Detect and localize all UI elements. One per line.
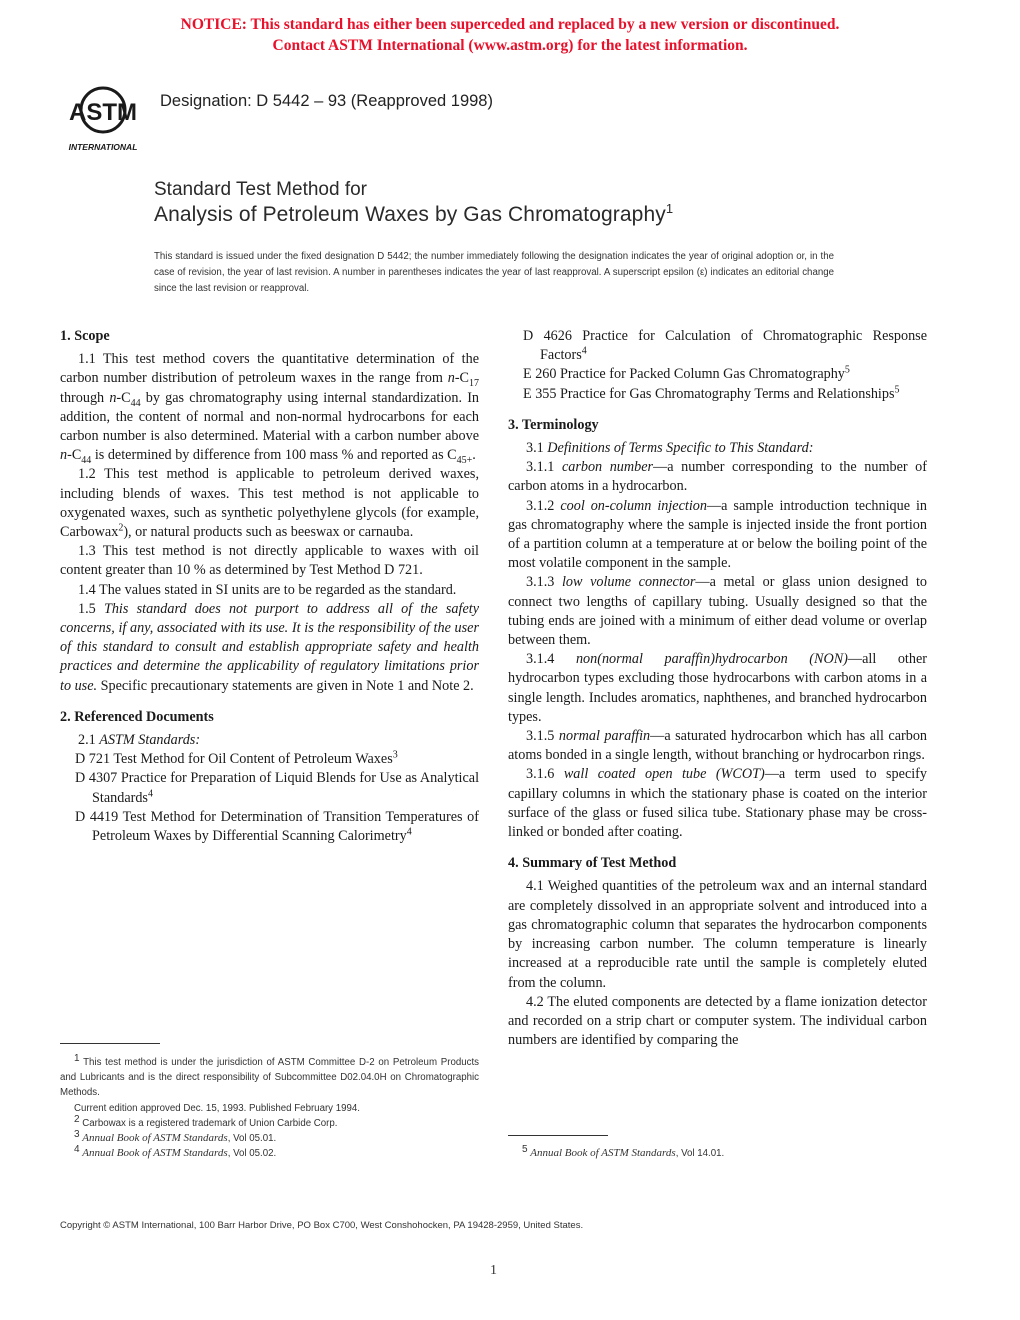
footnote-5-vol: , Vol 14.01. [675,1148,725,1159]
n-prefix: n [109,389,117,406]
footnote-3 [60,1128,479,1146]
scope-p5-rest: Specific precautionary statements are given in Note 1 and Note 2. [100,677,474,694]
c-label: -C [116,389,131,406]
title-line-2: Analysis of Petroleum Waxes by Gas Chromatography [154,203,666,226]
def-text: —a metal or glass union designed to connect two lengths of capillary tubing. Usually designed so that the tubing ends are joined with a minimum of either dead volume or overlap between them. [508,574,927,649]
def-text: —a sample introduction technique in gas chromatography where the sample is injected inside the front portion of a partition column at a temperature at or below the boiling point of the most volatile component in the sample. [508,497,927,572]
scope-p1-text-a: 1.1 This test method covers the quantitative determination of the carbon number distribution of petroleum waxes in the range from [60,351,479,387]
scope-p1 [60,350,479,465]
terminology-sub [508,439,927,458]
footnote-1-text: This test method is under the jurisdiction of ASTM Committee D-2 on Petroleum Products and Lubricants and is the direct responsibility of Subcommittee D02.04.0H on Chromatographic Methods. [60,1057,479,1099]
def-term: normal paraffin [558,728,651,745]
scope-p4: 1.4 The values stated in SI units are to be regarded as the standard. [78,581,457,598]
footnote-divider-right [508,1135,608,1136]
scope-p5-num: 1.5 [78,600,96,617]
fn-marker: 5 [894,383,900,395]
definition-item [508,765,927,842]
ref-list-right [508,327,927,404]
ref-code: E 355 [523,385,557,402]
footnote-3-title: Annual Book of ASTM Standards [82,1132,228,1145]
def-term: non(normal paraffin)hydrocarbon (NON) [575,651,848,668]
list-item [75,769,479,807]
fn-marker: 4 [581,345,587,357]
scope-p1-text-c: is determined by difference from 100 mass % and reported as C [94,447,457,464]
notice-banner [0,14,1020,56]
n-prefix: n [60,447,68,464]
footnote-5-title: Annual Book of ASTM Standards [530,1147,676,1159]
scope-p5-italic: This standard does not purport to address all of the safety concerns, if any, associated with its use. It is the responsibility of the user of this standard to consult and establish appropriate safety and health practices and determine the applicability of regulatory limitations prior to use. [60,600,479,694]
def-term: carbon number [561,459,654,476]
referenced-sub [60,731,479,750]
page-title [154,178,673,228]
scope-p5 [60,600,479,696]
footnote-divider-left [60,1043,160,1044]
fn-marker: 5 [844,364,850,376]
ref-text: Practice for Preparation of Liquid Blends for Use as Analytical Standards [92,770,480,806]
footnote-5 [508,1143,927,1161]
footnote-4-vol: , Vol 05.02. [227,1148,277,1160]
title-fn-marker: 1 [665,201,674,216]
ref-text: Practice for Packed Column Gas Chromatography [560,366,845,383]
list-item [75,808,479,846]
summary-heading: 4. Summary of Test Method [508,855,677,872]
fn-marker: 3 [74,1128,80,1140]
ref-code: E 260 [523,366,557,383]
ref-text: Test Method for Determination of Transition Temperatures of Petroleum Waxes by Differential Scanning Calorimetry [92,808,479,845]
c-sub: 44 [81,455,92,467]
ref-code: D 4419 [75,808,119,825]
designation: Designation: D 5442 – 93 (Reapproved 1998) [160,92,493,110]
fn-marker: 2 [74,1113,80,1125]
scope-p3: 1.3 This test method is not directly applicable to waxes with oil content greater than 10 % as determined by Test Method D 721. [60,543,479,579]
def-num: 3.1.4 [526,651,555,668]
definition-item [508,650,927,727]
c-sub: 44 [130,397,141,409]
sub-num: 3.1 [526,440,544,457]
footnote-1b: Current edition approved Dec. 15, 1993. Published February 1994. [74,1102,360,1114]
def-num: 3.1.2 [526,497,555,514]
definition-item [508,727,927,765]
def-text: —a number corresponding to the number of carbon atoms in a hydrocarbon. [508,459,927,495]
astm-logo [60,82,146,154]
scope-p2 [60,465,479,542]
ref-text: Practice for Gas Chromatography Terms and Relationships [560,385,895,402]
ref-list-left [60,750,479,846]
fn-marker: 4 [74,1143,80,1155]
summary-p1: 4.1 Weighed quantities of the petroleum wax and an internal standard are completely dissolved in an appropriate solvent and introduced into a gas chromatographic column that separates the hydrocarbon components by increasing carbon number. The column temperature is linearly increased at a reproducible rate until the sample is completely eluted from the column. [508,878,927,991]
scope-p2-text-b: ), or natural products such as beeswax or carnauba. [123,524,414,541]
footnote-4-title: Annual Book of ASTM Standards [82,1147,228,1160]
n-prefix: n [447,370,455,387]
fn-marker: 4 [406,826,412,838]
def-term: wall coated open tube (WCOT) [563,766,765,783]
def-num: 3.1.6 [526,766,555,783]
referenced-heading: 2. Referenced Documents [60,708,214,725]
fn-marker: 4 [147,787,153,799]
def-num: 3.1.5 [526,728,555,745]
notice-line-2: Contact ASTM International (www.astm.org) for the latest information. [272,37,748,54]
def-term: low volume connector [561,574,696,591]
def-num: 3.1.3 [526,574,555,591]
list-item [523,385,927,404]
c-label: -C [454,370,469,387]
ref-code: D 4626 [523,328,572,344]
logo-mark: ASTM [69,99,137,126]
footnote-3-vol: , Vol 05.01. [227,1133,277,1145]
sub-label: Definitions of Terms Specific to This Standard: [547,440,814,457]
footnotes-right [508,1143,927,1161]
list-item [75,750,479,769]
summary-p2: 4.2 The eluted components are detected by a flame ionization detector and recorded on a strip chart or computer system. The individual carbon numbers are identified by comparing the [508,993,927,1049]
sub-label: ASTM Standards: [99,732,201,749]
c-label: -C [67,447,82,464]
footnote-1 [60,1052,479,1101]
title-line-1: Standard Test Method for [154,179,367,200]
footnote-4 [60,1143,479,1161]
logo-text: INTERNATIONAL [68,142,138,152]
ref-code: D 721 [75,751,111,768]
intro-note: This standard is issued under the fixed designation D 5442; the number immediately following the designation indicates the year of original adoption or, in the case of revision, the year of last revision. A number in parentheses indicates the year of last reapproval. A superscript epsilon (ε) indicates an editorial change since the last revision or reapproval. [154,251,834,294]
copyright: Copyright © ASTM International, 100 Barr Harbor Drive, PO Box C700, West Conshohocken, PA 19428-2959, United States. [60,1220,584,1231]
def-text: —a term used to specify capillary columns in which the stationary phase is coated on the interior surface of the glass or fused silica tube. Stationary phase may be cross-linked or bonded after coating. [508,766,927,841]
fn-marker: 2 [118,522,124,534]
definition-item [508,497,927,574]
footnotes-left [60,1052,479,1161]
def-text: —all other hydrocarbon types excluding those hydrocarbons with carbon atoms in a single length. Includes aromatics, naphthenes, and branched hydrocarbon types. [508,651,927,725]
c-sub: 17 [469,378,479,390]
terminology-heading: 3. Terminology [508,416,599,433]
list-item [523,327,927,365]
footnote-2 [60,1113,479,1131]
definition-item [508,573,927,650]
footnote-2-text: Carbowax is a registered trademark of Union Carbide Corp. [82,1117,338,1129]
through-word: through [60,389,105,406]
ref-text: Test Method for Oil Content of Petroleum Waxes [113,751,393,768]
def-term: cool on-column injection [560,497,707,514]
scope-heading: 1. Scope [60,328,110,344]
page-number: 1 [490,1263,497,1278]
sub-num: 2.1 [78,732,96,749]
definition-item [508,458,927,496]
fn-marker: 1 [74,1052,80,1064]
period: . [472,447,476,464]
scope-p2-text-a: 1.2 This test method is applicable to petroleum derived waxes, including blends of waxes. This test method is not applicable to oxygenated waxes, such as synthetic polyethylene glycols (for example, Carbowax [60,466,479,541]
left-column [60,327,479,846]
fn-marker: 3 [392,749,398,761]
ref-text: Practice for Calculation of Chromatographic Response Factors [540,328,928,364]
def-text: —a saturated hydrocarbon which has all carbon atoms bonded in a single length, without branching or hydrocarbon rings. [508,728,928,764]
fn-marker: 5 [522,1143,528,1155]
def-num: 3.1.1 [526,459,555,476]
notice-line-1: NOTICE: This standard has either been superceded and replaced by a new version or discontinued. [180,16,840,33]
scope-p1-text-b: by gas chromatography using internal standardization. In addition, the content of normal and non-normal hydrocarbons for each carbon number is also determined. Material with a carbon number above [60,389,480,445]
right-column [508,327,927,1050]
list-item [523,365,927,384]
ref-code: D 4307 [75,770,118,787]
c-sub: 45+ [456,455,473,467]
